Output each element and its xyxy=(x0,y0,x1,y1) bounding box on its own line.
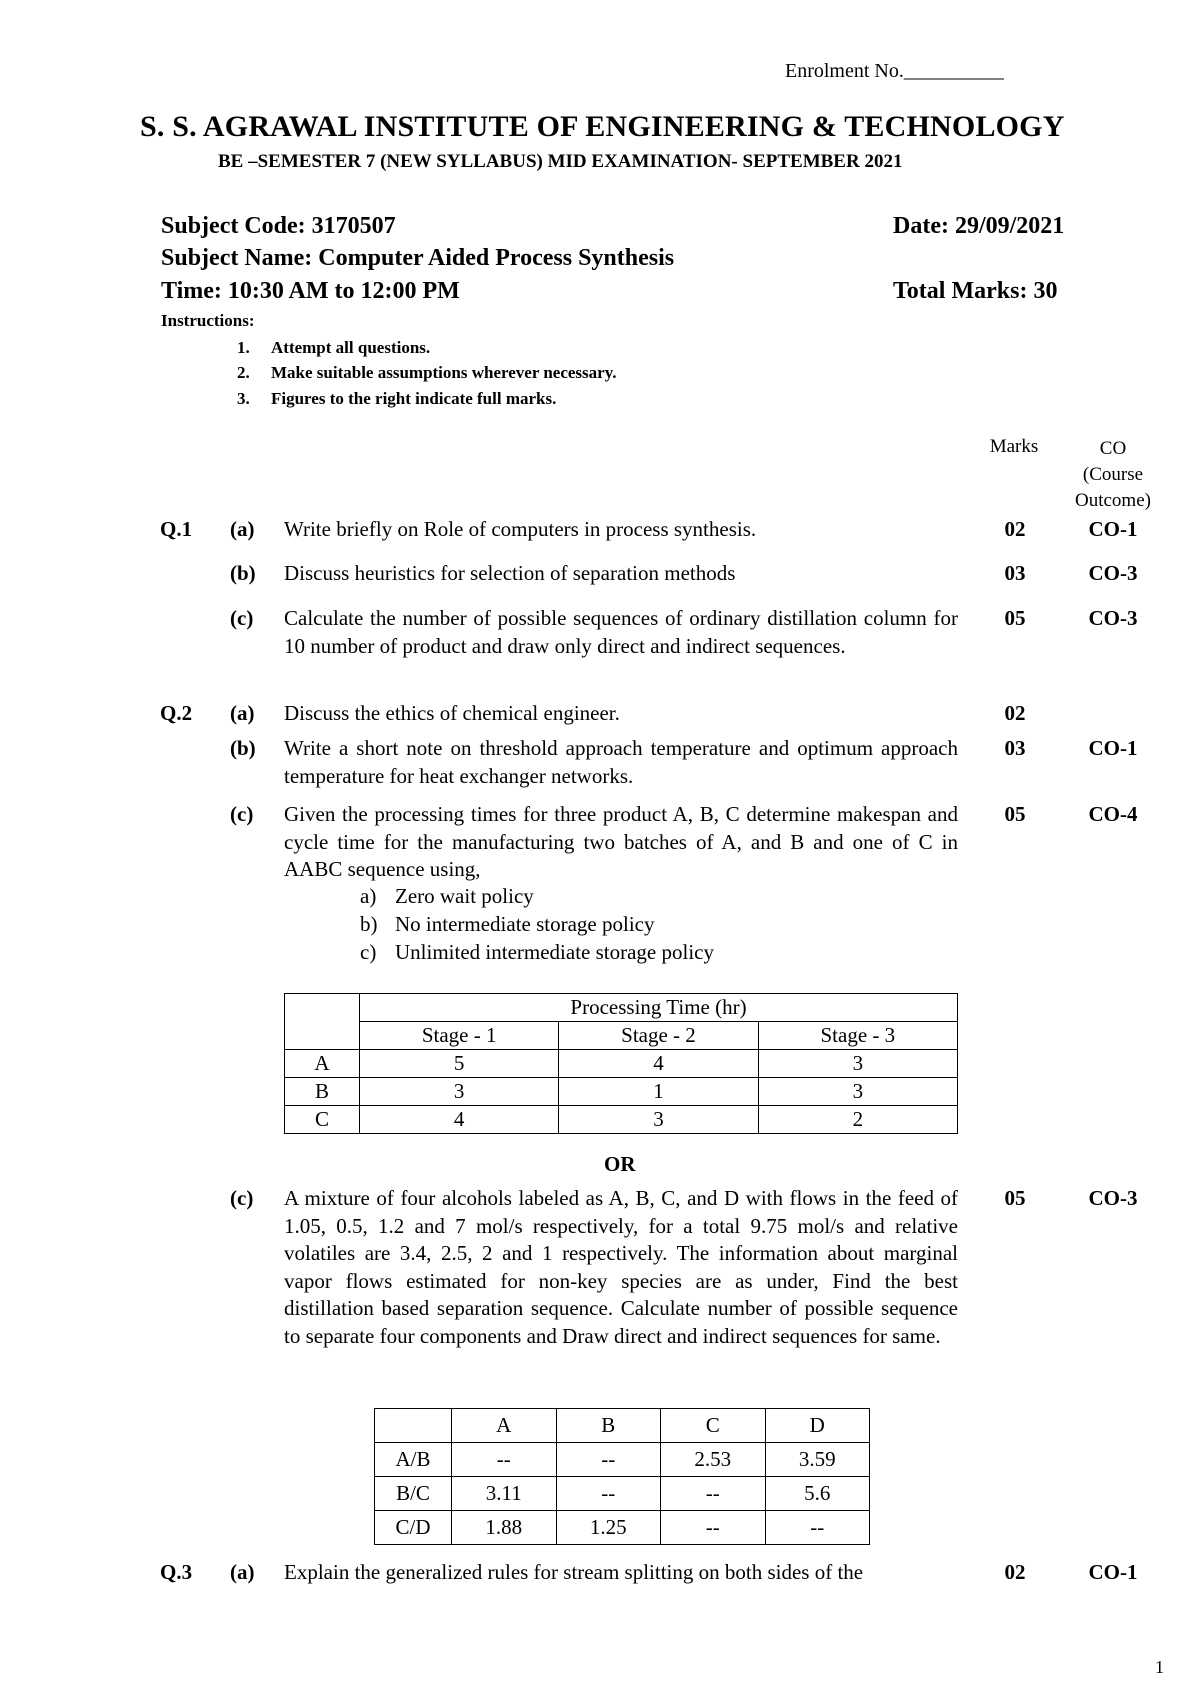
table-cell: 1.25 xyxy=(556,1511,661,1545)
table-title-cell: Processing Time (hr) xyxy=(360,994,958,1022)
table-corner-cell xyxy=(375,1409,452,1443)
question-marks: 05 xyxy=(1004,606,1026,630)
table-cell: -- xyxy=(556,1477,661,1511)
question-co: CO-3 xyxy=(1088,1186,1138,1210)
question-part-label: (b) xyxy=(230,561,256,585)
question-part-label: (a) xyxy=(230,1560,255,1584)
enrolment-number: Enrolment No.__________ xyxy=(785,60,1004,82)
option-item: a) Zero wait policy xyxy=(360,884,534,908)
marks-column-header: Marks xyxy=(989,436,1039,457)
exam-title: BE –SEMESTER 7 (NEW SYLLABUS) MID EXAMINATION- SEPTEMBER 2021 xyxy=(218,151,903,172)
co-column-header: (Course xyxy=(1082,464,1144,485)
question-text: Explain the generalized rules for stream splitting on both sides of the xyxy=(284,1560,864,1584)
question-marks: 05 xyxy=(1004,1186,1026,1210)
table-cell: 3 xyxy=(360,1078,559,1106)
product-cell: B xyxy=(285,1078,360,1106)
question-marks: 05 xyxy=(1004,802,1026,826)
split-cell: C/D xyxy=(375,1511,452,1545)
table-cell: 4 xyxy=(360,1106,559,1134)
total-marks: Total Marks: 30 xyxy=(893,278,1058,304)
stage-header: Stage - 3 xyxy=(758,1022,957,1050)
question-part-label: (c) xyxy=(230,1186,254,1210)
component-header: C xyxy=(661,1409,766,1443)
table-cell: -- xyxy=(661,1511,766,1545)
component-header: B xyxy=(556,1409,661,1443)
table-cell: -- xyxy=(661,1477,766,1511)
co-column-header: CO xyxy=(1099,438,1127,459)
option-item: b) No intermediate storage policy xyxy=(360,912,655,936)
table-cell: 3 xyxy=(758,1078,957,1106)
page-number: 1 xyxy=(1155,1657,1164,1677)
question-text: Given the processing times for three product A, B, C determine makespan and cycle time for the manufacturing two batches of A, and B and one of C in AABC sequence using, xyxy=(284,802,958,881)
question-number: Q.3 xyxy=(160,1560,193,1584)
table-cell: 1 xyxy=(559,1078,758,1106)
stage-header: Stage - 1 xyxy=(360,1022,559,1050)
question-part-label: (a) xyxy=(230,701,255,725)
question-number: Q.2 xyxy=(160,701,193,725)
table-cell: -- xyxy=(452,1443,557,1477)
question-part-label: (c) xyxy=(230,802,254,826)
question-text: A mixture of four alcohols labeled as A, B, C, and D with flows in the feed of 1.05, 0.5, 1.2 and 7 mol/s respectively, for a total 9.75 mol/s and relative volatiles are 3.4, 2.5, 2 and 1 respectively. The information about marginal vapor flows estimated for non-key species are as under, Find the best distillation based separation sequence. Calculate number of possible sequence to separate four components and Draw direct and indirect sequences for same. xyxy=(284,1186,958,1348)
exam-date: Date: 29/09/2021 xyxy=(893,213,1065,239)
subject-code: Subject Code: 3170507 xyxy=(161,213,396,239)
table-cell: 5 xyxy=(360,1050,559,1078)
table-cell: 4 xyxy=(559,1050,758,1078)
table-cell: 5.6 xyxy=(765,1477,870,1511)
question-marks: 03 xyxy=(1004,736,1026,760)
question-text: Write briefly on Role of computers in process synthesis. xyxy=(284,517,757,541)
question-marks: 03 xyxy=(1004,561,1026,585)
question-co: CO-4 xyxy=(1088,802,1138,826)
stage-header: Stage - 2 xyxy=(559,1022,758,1050)
question-part-label: (c) xyxy=(230,606,254,630)
option-item: c) Unlimited intermediate storage policy xyxy=(360,940,714,964)
question-co: CO-1 xyxy=(1088,736,1138,760)
co-column-header: Outcome) xyxy=(1075,490,1151,511)
question-text: Write a short note on threshold approach temperature and optimum approach temperature for heat exchanger networks. xyxy=(284,736,958,788)
table-corner-cell xyxy=(285,994,360,1050)
institute-name: S. S. AGRAWAL INSTITUTE OF ENGINEERING & TECHNOLOGY xyxy=(140,110,1065,143)
or-separator: OR xyxy=(604,1152,636,1176)
question-text: Discuss the ethics of chemical engineer. xyxy=(284,701,620,725)
product-cell: C xyxy=(285,1106,360,1134)
table-cell: 2.53 xyxy=(661,1443,766,1477)
exam-time: Time: 10:30 AM to 12:00 PM xyxy=(161,278,460,304)
processing-time-table xyxy=(284,993,958,1134)
table-cell: 3 xyxy=(559,1106,758,1134)
question-co: CO-1 xyxy=(1088,1560,1138,1584)
table-cell: -- xyxy=(556,1443,661,1477)
subject-name: Subject Name: Computer Aided Process Synthesis xyxy=(161,245,675,271)
question-part-label: (b) xyxy=(230,736,256,760)
product-cell: A xyxy=(285,1050,360,1078)
table-cell: 3 xyxy=(758,1050,957,1078)
question-co: CO-3 xyxy=(1088,606,1138,630)
component-header: A xyxy=(452,1409,557,1443)
question-number: Q.1 xyxy=(160,517,193,541)
question-marks: 02 xyxy=(1004,1560,1026,1584)
question-co: CO-1 xyxy=(1088,517,1138,541)
question-text: Discuss heuristics for selection of separation methods xyxy=(284,561,736,585)
table-cell: 1.88 xyxy=(452,1511,557,1545)
question-marks: 02 xyxy=(1004,701,1026,725)
question-text: Calculate the number of possible sequences of ordinary distillation column for 10 number of product and draw only direct and indirect sequences. xyxy=(284,606,958,658)
table-row xyxy=(285,1050,958,1078)
question-co: CO-3 xyxy=(1088,561,1138,585)
question-part-label: (a) xyxy=(230,517,255,541)
table-cell: 3.59 xyxy=(765,1443,870,1477)
vapor-flow-table xyxy=(374,1408,870,1545)
component-header: D xyxy=(765,1409,870,1443)
table-row xyxy=(375,1477,870,1511)
table-row xyxy=(375,1511,870,1545)
table-cell: 3.11 xyxy=(452,1477,557,1511)
table-row xyxy=(285,1078,958,1106)
instructions-title: Instructions: xyxy=(161,311,255,330)
table-row xyxy=(375,1443,870,1477)
question-marks: 02 xyxy=(1004,517,1026,541)
table-cell: -- xyxy=(765,1511,870,1545)
split-cell: B/C xyxy=(375,1477,452,1511)
split-cell: A/B xyxy=(375,1443,452,1477)
table-row xyxy=(285,1106,958,1134)
table-cell: 2 xyxy=(758,1106,957,1134)
